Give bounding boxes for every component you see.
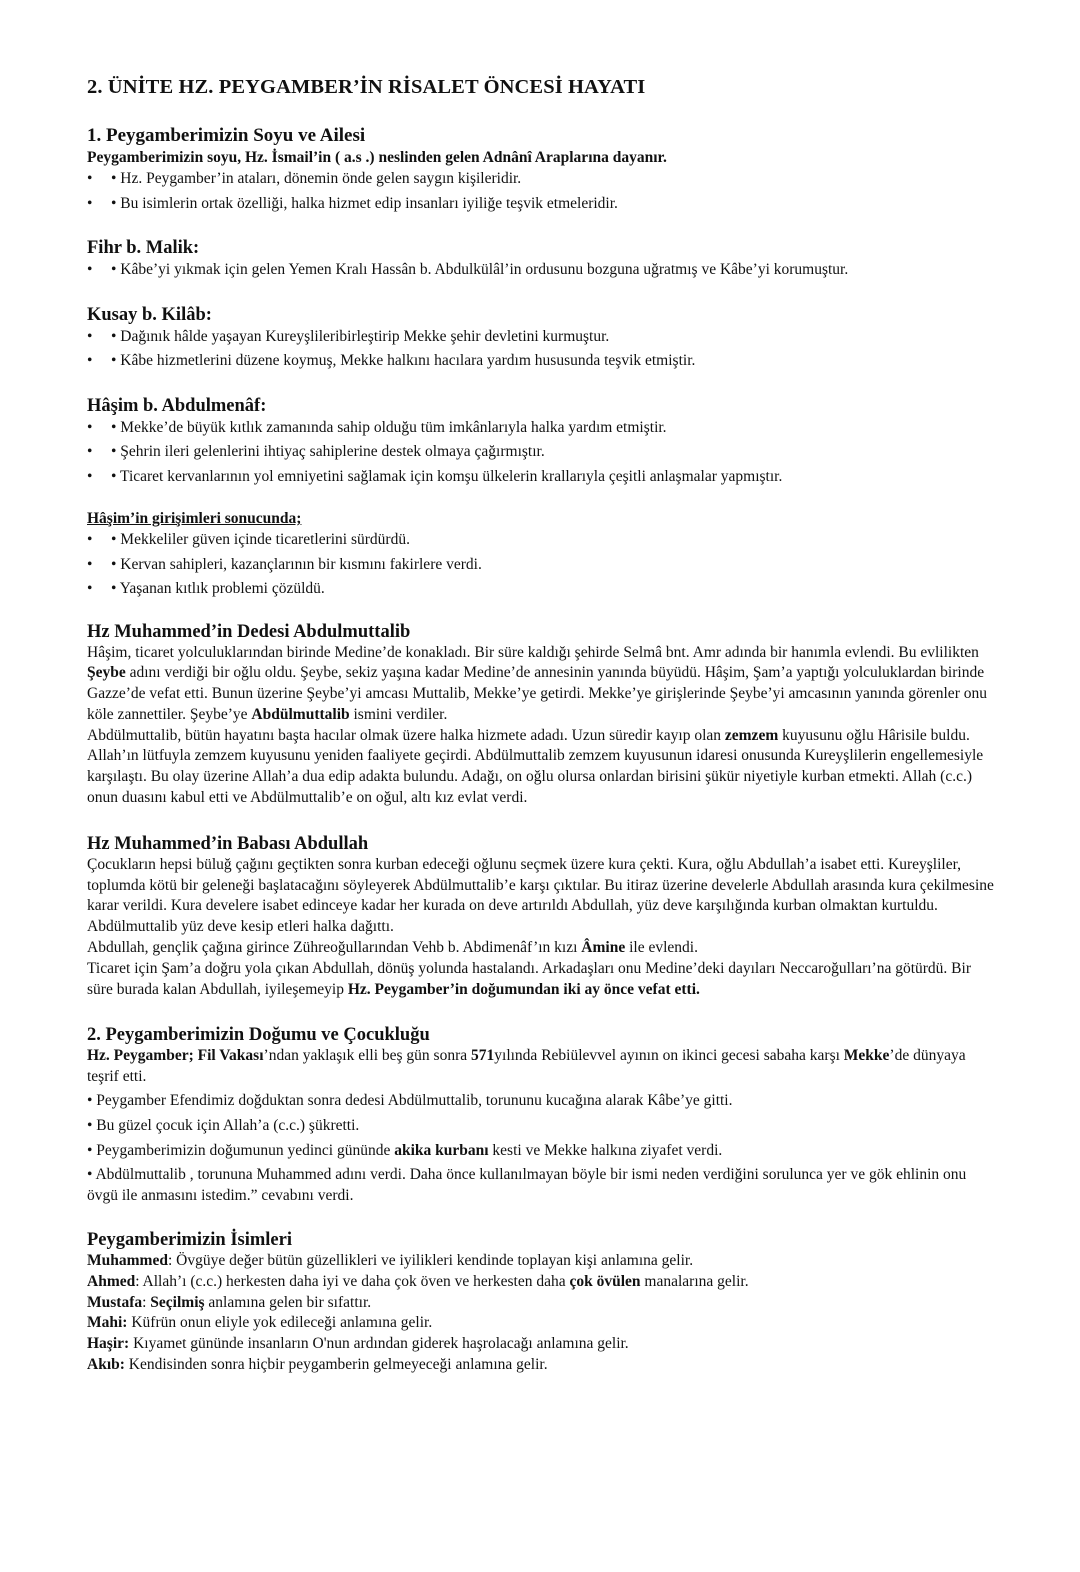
- list-item: • • Mekkeliler güven içinde ticaretlerini sürdürdü.: [87, 529, 994, 551]
- bullet-mark: •: [87, 194, 93, 212]
- name-akib: Akıb: Kendisinden sonra hiçbir peygamberin gelmeyeceği anlamına gelir.: [87, 1356, 548, 1374]
- bullet-mark: •: [87, 418, 93, 436]
- baba-paragraph-2: Abdullah, gençlik çağına girince Zühreoğullarından Vehb b. Abdimenâf’ın kızı Âmine ile evlendi.: [87, 939, 698, 957]
- dede-paragraph-1: Hâşim, ticaret yolculuklarından birinde Medine’de konakladı. Bir süre kaldığı şehirde Selmâ bnt. Amr adında bir hanımla evlendi. Bu evlilikten Şeybe adını verdiği bir oğlu oldu. Şeybe, sekiz yaşına kadar Medine’de annesinin yanında büyüdü. Hâşim, Şam’a yaptığı yolculuklardan birinde Gazze’de vefat etti. Bunun üzerine Şeybe’yi amcası Muttalib, Mekke’ye getirdi. Mekke’ye girişlerinde Şeybe’yi amcasının yanında görenler onu köle zannettiler. Şeybe’ye Abdülmuttalib ismini verdiler.: [87, 643, 987, 723]
- hasim-result-heading: Hâşim’in girişimleri sonucunda;: [87, 510, 302, 527]
- list-item: • • Kâbe hizmetlerini düzene koymuş, Mekke halkını hacılara yardım hususunda teşvik etmiştir.: [87, 350, 994, 372]
- hasim-result-list: [87, 529, 994, 600]
- list-item: • • Mekke’de büyük kıtlık zamanında sahip olduğu tüm imkânlarıyla halka yardım etmiştir.: [87, 417, 994, 439]
- bullet-mark: •: [87, 531, 93, 548]
- list-item: • Peygamberimizin doğumunun yedinci gününde akika kurbanı kesti ve Mekke halkına ziyafet verdi.: [87, 1141, 723, 1159]
- section2-heading: 2. Peygamberimizin Doğumu ve Çocukluğu: [87, 1025, 430, 1046]
- section1-lead: Peygamberimizin soyu, Hz. İsmail’in ( a.s .) neslinden gelen Adnânî Araplarına dayanır.: [87, 149, 667, 166]
- section1-list: [87, 168, 994, 215]
- bullet-mark: •: [87, 170, 93, 187]
- list-item: • • Yaşanan kıtlık problemi çözüldü.: [87, 578, 994, 600]
- list-item: • Abdülmuttalib , torununa Muhammed adını verdi. Daha önce kullanılmayan böyle bir ismi neden verdiğini sorulunca yer ve gök ehlinin onu övgü ile anmasını istedim.” cevabını verdi.: [87, 1166, 967, 1205]
- list-item: • • Bu isimlerin ortak özelliği, halka hizmet edip insanları iyiliğe teşvik etmeleridir.: [87, 193, 994, 215]
- section1-heading: 1. Peygamberimizin Soyu ve Ailesi: [87, 125, 366, 146]
- names-heading: Peygamberimizin İsimleri: [87, 1230, 292, 1251]
- list-item: • Peygamber Efendimiz doğduktan sonra dedesi Abdülmuttalib, torununu kucağına alarak Kâbe’ye gitti.: [87, 1092, 733, 1110]
- baba-paragraph-3: Ticaret için Şam’a doğru yola çıkan Abdullah, dönüş yolunda hastalandı. Arkadaşları onu Medine’deki dayıları Neccaroğulları’na götürdü. Bir süre burada kalan Abdullah, iyileşemeyip Hz. Peygamber’in doğumundan iki ay önce vefat etti.: [87, 959, 971, 998]
- hasim-heading: Hâşim b. Abdulmenâf:: [87, 395, 267, 416]
- list-item: • • Ticaret kervanlarının yol emniyetini sağlamak için komşu ülkelerin krallarıyla çeşitli anlaşmalar yapmıştır.: [87, 466, 994, 488]
- bullet-mark: •: [87, 443, 93, 460]
- name-hasir: Haşir: Kıyamet gününde insanların O'nun ardından giderek haşrolacağı anlamına gelir.: [87, 1335, 629, 1353]
- bullet-mark: •: [87, 467, 93, 485]
- fihr-heading: Fihr b. Malik:: [87, 238, 200, 258]
- hasim-list: [87, 417, 994, 488]
- list-item: • • Kervan sahipleri, kazançlarının bir kısmını fakirlere verdi.: [87, 554, 994, 576]
- name-mahi: Mahi: Küfrün onun eliyle yok edileceği anlamına gelir.: [87, 1314, 433, 1332]
- bullet-mark: •: [87, 327, 93, 345]
- bullet-mark: •: [87, 261, 93, 278]
- bullet-mark: •: [87, 580, 93, 597]
- list-item: • Bu güzel çocuk için Allah’a (c.c.) şükretti.: [87, 1116, 360, 1134]
- list-item: • • Dağınık hâlde yaşayan Kureyşlileribirleştirip Mekke şehir devletini kurmuştur.: [87, 326, 994, 348]
- name-ahmed: Ahmed: Allah’ı (c.c.) herkesten daha iyi ve daha çok öven ve herkesten daha çok övülen manalarına gelir.: [87, 1272, 749, 1290]
- dede-paragraph-2: Abdülmuttalib, bütün hayatını başta hacılar olmak üzere halka hizmete adadı. Uzun süredir kayıp olan zemzem kuyusunu oğlu Hârisile buldu. Allah’ın lütfuyla zemzem kuyusunu yeniden faaliyete geçirdi. Abdülmuttalib zemzem kuyusunun idaresi onusunda Kureyşlilerin engellemesiyle karşılaştı. Bu olay üzerine Allah’a dua edip adakta bulundu. Adağı, on oğlu olursa onlardan birisini şükür niyetiyle kurban etmekti. Allah (c.c.) onun duasını kabul etti ve Abdülmuttalib’e on oğul, altı kız evlat verdi.: [87, 726, 984, 807]
- section2-list: [87, 1091, 994, 1207]
- baba-heading: Hz Muhammed’in Babası Abdullah: [87, 833, 369, 854]
- baba-paragraph-1: Çocukların hepsi büluğ çağını geçtikten sonra kurban edeceği oğlunu seçmek üzere kura çekti. Kura, oğlu Abdullah’a isabet etti. Kureyşliler, toplumda kötü bir geleneği başlatacağını söyleyerek Abdülmuttalib’e karşı çıktılar. Bu itiraz üzerine develerle Abdullah arasında kura çekilmesine karar verildi. Kura develere isabet edinceye kadar her kurada on deve artırıldı Abdullah, yüz deve karşılığında kurban olmaktan kurtuldu. Abdülmuttalib yüz deve kesip etleri halka dağıttı.: [87, 855, 994, 936]
- list-item: • • Hz. Peygamber’in ataları, dönemin önde gelen saygın kişileridir.: [87, 168, 994, 190]
- bullet-mark: •: [87, 352, 93, 369]
- fihr-list: [87, 259, 994, 281]
- list-item: • • Şehrin ileri gelenlerini ihtiyaç sahiplerine destek olmaya çağırmıştır.: [87, 441, 994, 463]
- list-item: • • Kâbe’yi yıkmak için gelen Yemen Kralı Hassân b. Abdulkülâl’in ordusunu bozguna uğratmış ve Kâbe’yi korumuştur.: [87, 259, 994, 281]
- kusay-list: [87, 326, 994, 373]
- name-muhammed: Muhammed: Övgüye değer bütün güzellikleri ve iyilikleri kendinde toplayan kişi anlamına gelir.: [87, 1252, 694, 1270]
- page-title: 2. ÜNİTE HZ. PEYGAMBER’İN RİSALET ÖNCESİ HAYATI: [87, 76, 646, 98]
- section2-lead: Hz. Peygamber; Fil Vakası’ndan yaklaşık elli beş gün sonra 571yılında Rebiülevvel ayının on ikinci gecesi sabaha karşı Mekke’de dünyaya teşrif etti.: [87, 1047, 966, 1086]
- dede-heading: Hz Muhammed’in Dedesi Abdulmuttalib: [87, 621, 411, 642]
- name-mustafa: Mustafa: Seçilmiş anlamına gelen bir sıfattır.: [87, 1293, 372, 1311]
- kusay-heading: Kusay b. Kilâb:: [87, 304, 212, 325]
- bullet-mark: •: [87, 555, 93, 573]
